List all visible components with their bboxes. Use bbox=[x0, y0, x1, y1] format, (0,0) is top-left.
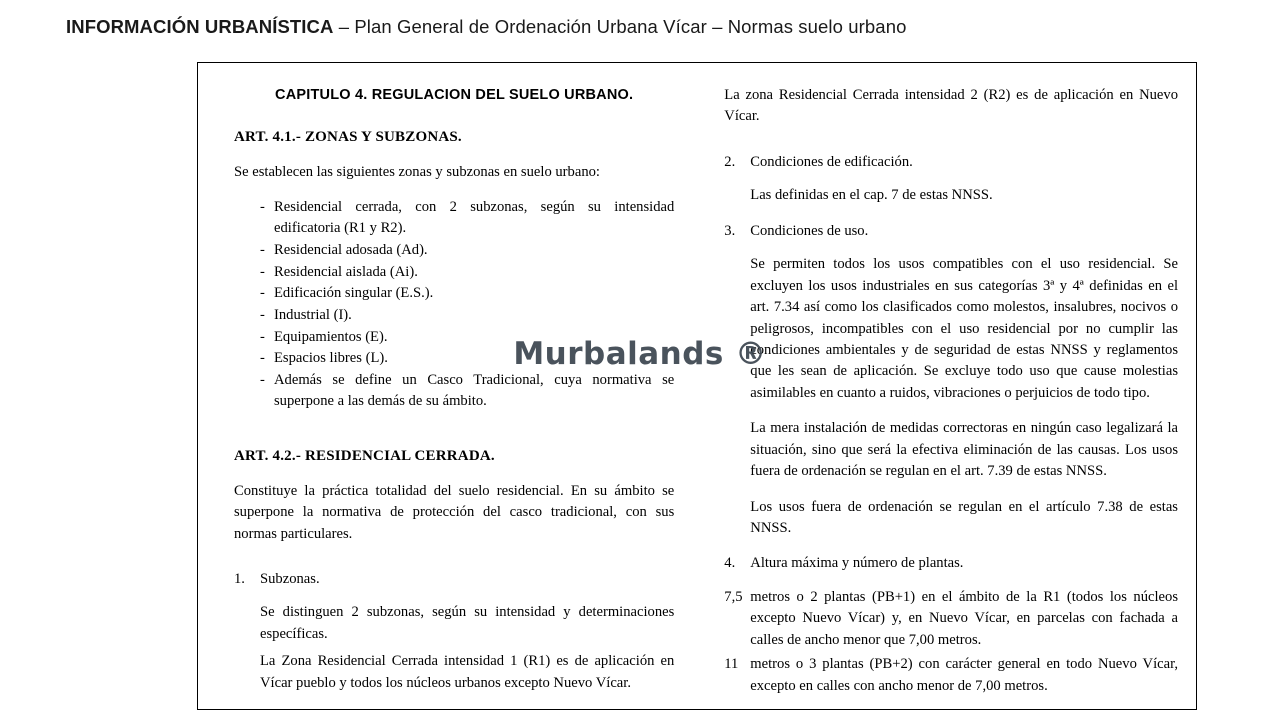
numbered-item-3 bbox=[724, 221, 1178, 242]
height-value: 7,5 bbox=[724, 588, 743, 605]
list-item: - Residencial aislada (Ai). bbox=[260, 262, 674, 283]
document-left-column bbox=[216, 85, 702, 699]
article-42-intro: Constituye la práctica totalidad del suelo residencial. En su ámbito se superpone la normativa de protección del casco tradicional, con sus normas particulares. bbox=[234, 482, 675, 542]
item-3-paragraph-3: Los usos fuera de ordenación se regulan en el artículo 7.38 de estas NNSS. bbox=[750, 498, 1178, 536]
list-item: - Industrial (I). bbox=[260, 305, 674, 326]
list-item: - Equipamientos (E). bbox=[260, 327, 674, 348]
list-item: - Residencial adosada (Ad). bbox=[260, 240, 674, 261]
item-1-body bbox=[260, 602, 674, 694]
document-columns bbox=[198, 63, 1196, 709]
item-number: 1. bbox=[234, 570, 245, 587]
item-label: Condiciones de edificación. bbox=[750, 153, 913, 170]
page-title-rest: – Plan General de Ordenación Urbana Vícar – Normas suelo urbano bbox=[333, 16, 907, 37]
watermark: Murbalands ® bbox=[513, 336, 767, 372]
r2-paragraph: La zona Residencial Cerrada intensidad 2 (R2) es de aplicación en Nuevo Vícar. bbox=[724, 87, 1178, 125]
item-label: Condiciones de uso. bbox=[750, 222, 869, 239]
list-item bbox=[724, 587, 1178, 651]
zones-list bbox=[234, 197, 674, 411]
item-3-body bbox=[750, 254, 1178, 539]
item-label: Subzonas. bbox=[260, 570, 320, 587]
document-frame bbox=[197, 62, 1197, 710]
height-description: metros o 2 plantas (PB+1) en el ámbito de la R1 (todos los núcleos excepto Nuevo Vícar) y, en Nuevo Vícar, en parcelas con fachada a calles de ancho menor que 7,00 metros. bbox=[750, 588, 1178, 648]
article-42-heading: ART. 4.2.- RESIDENCIAL CERRADA. bbox=[234, 447, 495, 464]
numbered-item-4 bbox=[724, 553, 1178, 574]
item-2-paragraph: Las definidas en el cap. 7 de estas NNSS. bbox=[750, 187, 993, 204]
page-title bbox=[66, 16, 906, 38]
item-3-paragraph-1: Se permiten todos los usos compatibles con el uso residencial. Se excluyen los usos industriales en sus categorías 3ª y 4ª definidas en el art. 7.34 así como los clasificados como molestos, insalubres, nocivos o peligrosos, incompatibles con el uso residencial por no cumplir las condiciones ambientales y de seguridad de estas NNSS y reglamentos que les sean de aplicación. Se excluye todo uso que cause molestias asimilables en cuanto a ruidos, vibraciones o perjuicios de todo tipo. bbox=[750, 256, 1178, 401]
item-3-paragraph-2: La mera instalación de medidas correctoras en ningún caso legalizará la situación, sino que será la efectiva eliminación de las causas. Los usos fuera de ordenación se regulan en el art. 7.39 de estas NNSS. bbox=[750, 420, 1178, 480]
item-2-body bbox=[750, 185, 1178, 206]
list-item bbox=[724, 654, 1178, 697]
list-item: - Además se define un Casco Tradicional, cuya normativa se superpone a las demás de su ámbito. bbox=[260, 370, 674, 411]
list-item: - Espacios libres (L). bbox=[260, 348, 674, 369]
heights-list bbox=[724, 587, 1178, 697]
list-item: - Edificación singular (E.S.). bbox=[260, 283, 674, 304]
item-1-paragraph-1: Se distinguen 2 subzonas, según su intensidad y determinaciones específicas. bbox=[260, 604, 675, 642]
item-number: 2. bbox=[724, 153, 736, 170]
document-right-column bbox=[702, 85, 1178, 699]
article-41-heading: ART. 4.1.- ZONAS Y SUBZONAS. bbox=[234, 129, 462, 145]
list-item: - Residencial cerrada, con 2 subzonas, según su intensidad edificatoria (R1 y R2). bbox=[260, 197, 674, 238]
item-number: 4. bbox=[724, 555, 736, 572]
numbered-item-1 bbox=[234, 569, 674, 590]
height-value: 11 bbox=[724, 656, 739, 673]
item-label: Altura máxima y número de plantas. bbox=[750, 555, 964, 572]
chapter-heading: CAPITULO 4. REGULACION DEL SUELO URBANO. bbox=[275, 87, 634, 103]
numbered-item-2 bbox=[724, 152, 1178, 173]
article-41-intro: Se establecen las siguientes zonas y subzonas en suelo urbano: bbox=[234, 164, 600, 180]
height-description: metros o 3 plantas (PB+2) con carácter general en todo Nuevo Vícar, excepto en calles con ancho menor de 7,00 metros. bbox=[750, 656, 1178, 694]
item-number: 3. bbox=[724, 222, 736, 239]
item-1-paragraph-2: La Zona Residencial Cerrada intensidad 1 (R1) es de aplicación en Vícar pueblo y todos los núcleos urbanos excepto Nuevo Vícar. bbox=[260, 653, 675, 691]
page-title-strong: INFORMACIÓN URBANÍSTICA bbox=[66, 16, 334, 37]
